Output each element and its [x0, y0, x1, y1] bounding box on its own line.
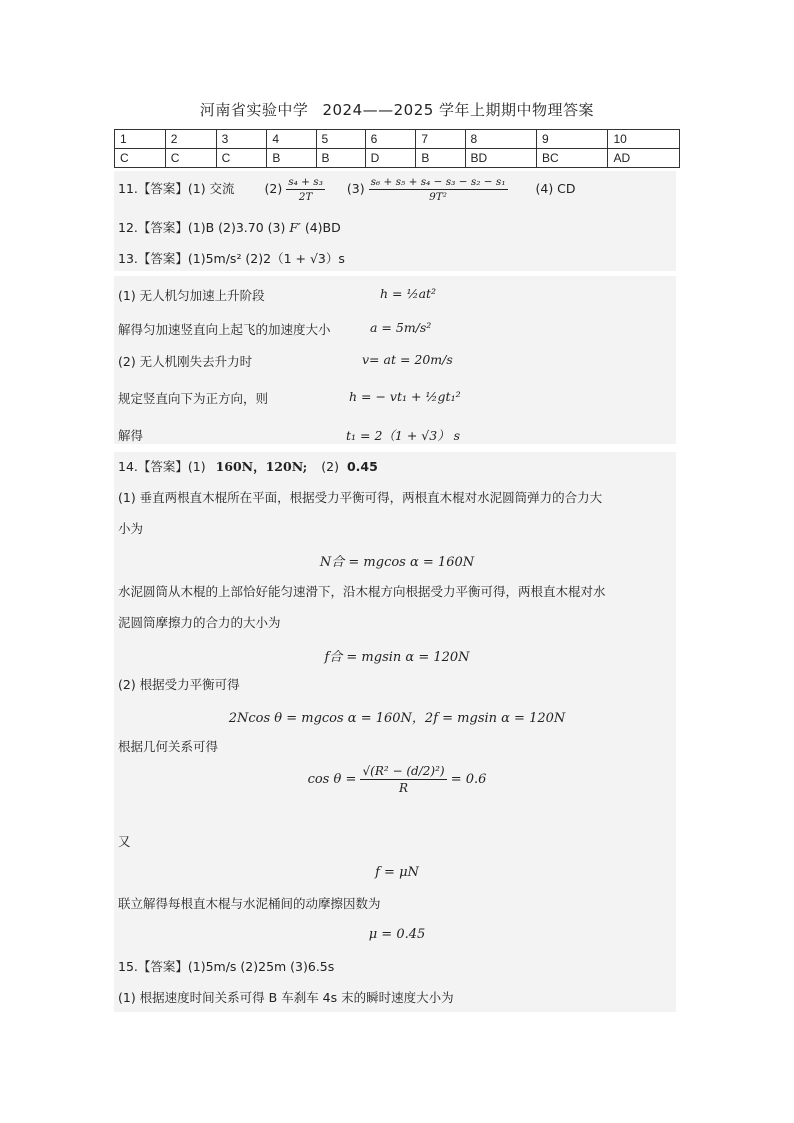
q12-answer: 12.【答案】(1)B (2)3.70 (3) F′ (4)BD	[118, 220, 341, 235]
q14-equation: 2Ncos θ = mgcos α = 160N，2f = mgsin α = 120N	[228, 711, 566, 726]
table-cell: B	[316, 149, 365, 168]
q13-line: (2) 无人机刚失去升力时	[118, 354, 253, 369]
table-cell: 4	[267, 130, 316, 149]
q15-answer: 15.【答案】(1)5m/s (2)25m (3)6.5s	[118, 959, 335, 974]
q13-equation: t₁ = 2（1 + √3） s	[346, 428, 461, 443]
answer-table	[114, 129, 680, 168]
page-title: 河南省实验中学 2024——2025 学年上期期中物理答案	[199, 101, 595, 119]
q14-paragraph: 水泥圆筒从木棍的上部恰好能匀速滑下，沿木棍方向根据受力平衡可得，两根直木棍对水	[118, 584, 606, 599]
q13-line: 规定竖直向下为正方向，则	[118, 391, 269, 406]
q14-paragraph: 又	[118, 834, 131, 849]
table-row-answers	[115, 149, 680, 168]
table-cell: BC	[536, 149, 607, 168]
table-cell: C	[216, 149, 267, 168]
q11-answer: 11.【答案】(1) 交流 (2) $\frac{\text{s₄ + s₃}}{2T}$ (3) $\frac{\text{s₆ + s₅ + s₄ − s₃ − s₂ − s₁}}{\text{9T²}}$ (4) CD	[118, 176, 576, 203]
table-cell: C	[115, 149, 166, 168]
table-cell: 9	[536, 130, 607, 149]
q13-line: (1) 无人机匀加速上升阶段	[118, 288, 265, 303]
q13-equation: v= at = 20m/s	[362, 352, 453, 367]
q14-equation: f = μN	[375, 865, 419, 880]
table-cell: BD	[465, 149, 536, 168]
table-cell: 6	[365, 130, 416, 149]
q14-paragraph: 根据几何关系可得	[118, 739, 219, 754]
q13-answer: 13.【答案】(1)5m/s² (2)2（1 + √3）s	[118, 251, 345, 266]
q14-equation: N合 = mgcos α = 160N	[319, 555, 475, 570]
table-cell: 3	[216, 130, 267, 149]
fraction: $\frac{\text{s₆ + s₅ + s₄ − s₃ − s₂ − s₁}}{\text{9T²}}$	[370, 176, 506, 203]
table-cell: 2	[165, 130, 216, 149]
q14-paragraph: 泥圆筒摩擦力的合力的大小为	[118, 615, 281, 630]
fraction: $\frac{\text{s₄ + s₃}}{2T}$	[288, 176, 323, 203]
table-cell: 7	[416, 130, 465, 149]
table-cell: D	[365, 149, 416, 168]
q14-equation: f合 = mgsin α = 120N	[324, 650, 470, 665]
q14-paragraph: 小为	[118, 521, 144, 536]
table-cell: AD	[608, 149, 680, 168]
table-cell: 10	[608, 130, 680, 149]
table-cell: B	[267, 149, 316, 168]
q13-equation: h = ½at²	[380, 286, 437, 301]
table-cell: B	[416, 149, 465, 168]
q13-equation: h = − vt₁ + ½gt₁²	[349, 389, 461, 404]
table-cell: 8	[465, 130, 536, 149]
fraction: $\frac{\text{√(R² − (d/2)²)}}{R}$	[362, 764, 445, 795]
q14-paragraph: (1) 垂直两根直木棍所在平面，根据受力平衡可得，两根直木棍对水泥圆筒弹力的合力大	[118, 490, 603, 505]
q13-line: 解得	[118, 428, 144, 443]
table-row-numbers	[115, 130, 680, 149]
table-cell: 5	[316, 130, 365, 149]
q14-paragraph: (2) 根据受力平衡可得	[118, 677, 240, 692]
q14-answer: 14.【答案】(1) 160N，120N; (2) 0.45	[118, 459, 378, 474]
q13-line: 解得匀加速竖直向上起飞的加速度大小	[118, 322, 331, 337]
q14-equation: μ = 0.45	[368, 927, 426, 942]
table-cell: 1	[115, 130, 166, 149]
q15-paragraph: (1) 根据速度时间关系可得 B 车刹车 4s 末的瞬时速度大小为	[118, 990, 454, 1005]
q14-equation-cos: cos θ = $\frac{\text{√(R² − (d/2)²)}}{R}$ = 0.6	[307, 764, 487, 795]
q13-equation: a = 5m/s²	[370, 320, 432, 335]
table-cell: C	[165, 149, 216, 168]
q14-paragraph: 联立解得每根直木棍与水泥桶间的动摩擦因数为	[118, 896, 381, 911]
